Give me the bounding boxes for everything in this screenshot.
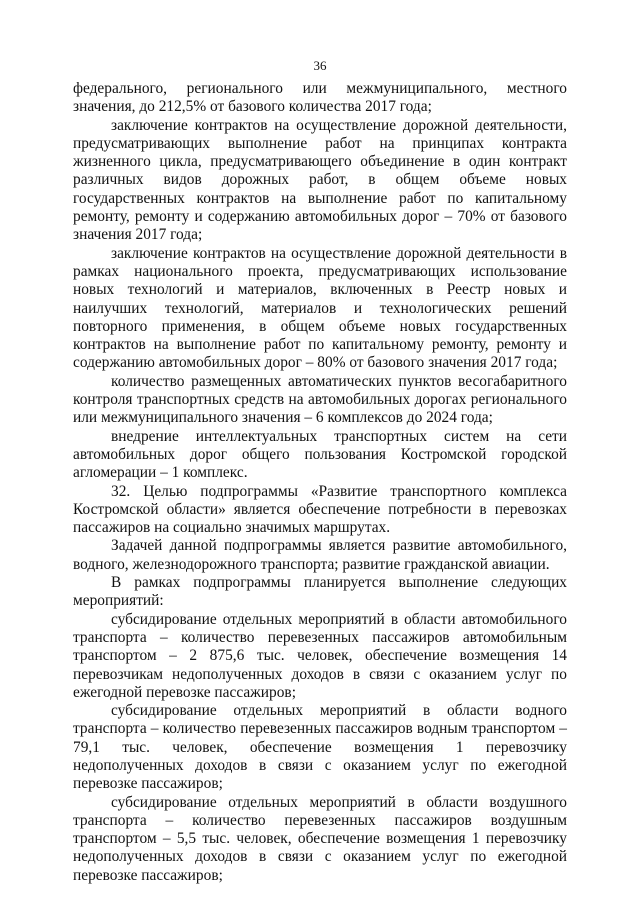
paragraph: заключение контрактов на осуществление дорожной деятельности, предусматривающих выполнение работ на принципах контракта жизненного цикла, предусматривающего объединение в один контракт различных видов дорожных работ, в общем объеме новых государственных контрактов на выполнение работ по капитальному ремонту, ремонту и содержанию автомобильных дорог – 70% от базового значения 2017 года; xyxy=(73,116,567,244)
paragraph: количество размещенных автоматических пунктов весогабаритного контроля транспортных средств на автомобильных дорогах регионального или межмуниципального значения – 6 комплексов до 2024 года; xyxy=(73,372,567,427)
paragraph: 32. Целью подпрограммы «Развитие транспортного комплекса Костромской области» является обеспечение потребности в перевозках пассажиров на социально значимых маршрутах. xyxy=(73,482,567,537)
paragraph: субсидирование отдельных мероприятий в области водного транспорта – количество перевезенных пассажиров водным транспортом – 79,1 тыс. человек, обеспечение возмещения 1 перевозчику недополученных доходов в связи с оказанием услуг по ежегодной перевозке пассажиров; xyxy=(73,702,567,793)
paragraph: внедрение интеллектуальных транспортных систем на сети автомобильных дорог общего пользования Костромской городской агломерации – 1 комплекс. xyxy=(73,427,567,482)
paragraph: субсидирование отдельных мероприятий в области автомобильного транспорта – количество перевезенных пассажиров автомобильным транспортом – 2 875,6 тыс. человек, обеспечение возмещения 14 перевозчикам недополученных доходов в связи с оказанием услуг по ежегодной перевозке пассажиров; xyxy=(73,610,567,701)
paragraph: федерального, регионального или межмуниципального, местного значения, до 212,5% от базового количества 2017 года; xyxy=(73,80,567,116)
paragraph: заключение контрактов на осуществление дорожной деятельности в рамках национального проекта, предусматривающих использование новых технологий и материалов, включенных в Реестр новых и наилучших технологий, материалов и технологических решений повторного применения, в общем объеме новых государственных контрактов на выполнение работ по капитальному ремонту, ремонту и содержанию автомобильных дорог – 80% от базового значения 2017 года; xyxy=(73,244,567,372)
document-body xyxy=(73,80,567,885)
page-number: 36 xyxy=(313,58,327,73)
paragraph: В рамках подпрограммы планируется выполнение следующих мероприятий: xyxy=(73,574,567,610)
paragraph: субсидирование отдельных мероприятий в области воздушного транспорта – количество перевезенных пассажиров воздушным транспортом – 5,5 тыс. человек, обеспечение возмещения 1 перевозчику недополученных доходов в связи с оказанием услуг по ежегодной перевозке пассажиров; xyxy=(73,793,567,884)
paragraph: Задачей данной подпрограммы является развитие автомобильного, водного, железнодорожного транспорта; развитие гражданской авиации. xyxy=(73,537,567,573)
